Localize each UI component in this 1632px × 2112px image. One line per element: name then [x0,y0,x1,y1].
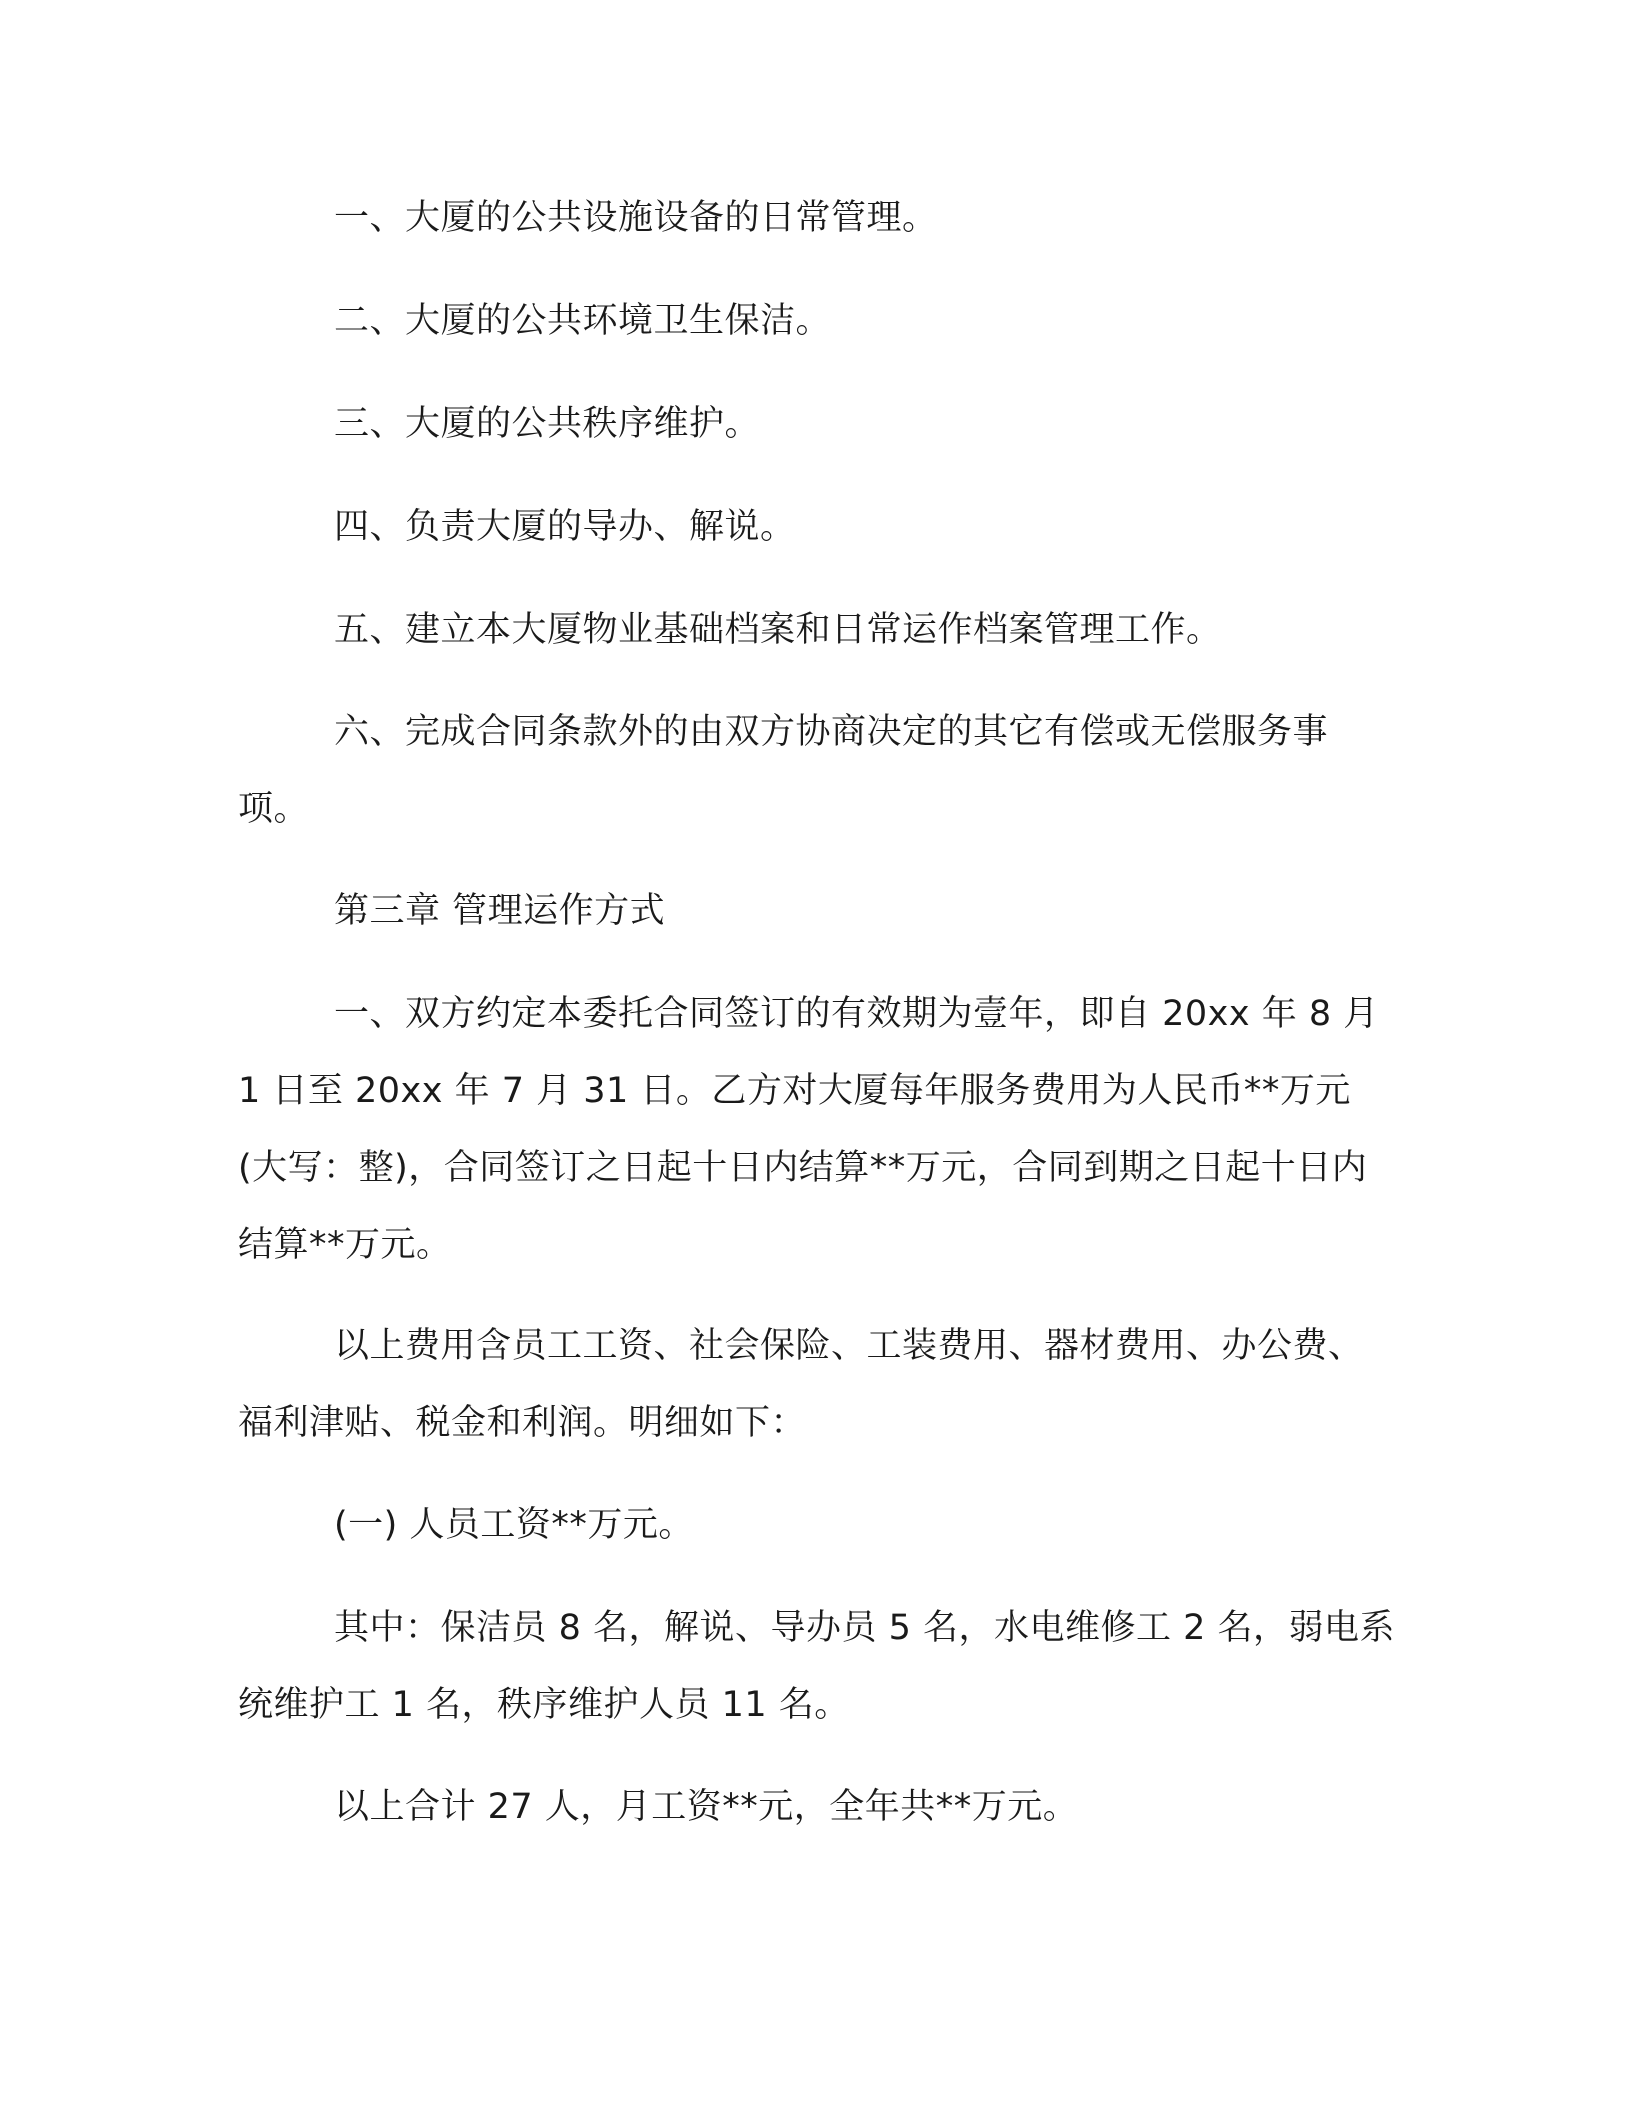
paragraph-item-9: (一) 人员工资**万元。 [334,1505,694,1545]
paragraph-item-8: 以上费用含员工工资、社会保险、工装费用、器材费用、办公费、福利津贴、税金和利润。明细如下： [238,1326,1364,1443]
paragraph-item-11: 以上合计 27 人，月工资**元，全年共**万元。 [334,1787,1079,1827]
paragraph-item-7: 一、双方约定本委托合同签订的有效期为壹年，即自 20xx 年 8 月 1 日至 20xx 年 7 月 31 日。乙方对大厦每年服务费用为人民币**万元(大写：整)，合同签订之日起十日内结算**万元，合同到期之日起十日内结算**万元。 [238,994,1379,1265]
paragraph-item-1: 一、大厦的公共设施设备的日常管理。 [334,198,938,238]
paragraph-item-6: 六、完成合同条款外的由双方协商决定的其它有偿或无偿服务事项。 [238,712,1329,829]
paragraph-item-4: 四、负责大厦的导办、解说。 [334,507,796,547]
chapter-heading: 第三章 管理运作方式 [334,891,666,931]
paragraph-item-2: 二、大厦的公共环境卫生保洁。 [334,301,832,341]
paragraph-item-5: 五、建立本大厦物业基础档案和日常运作档案管理工作。 [334,610,1222,650]
paragraph-item-10: 其中：保洁员 8 名，解说、导办员 5 名，水电维修工 2 名，弱电系统维护工 1 名，秩序维护人员 11 名。 [238,1608,1396,1725]
paragraph-item-3: 三、大厦的公共秩序维护。 [334,404,761,444]
